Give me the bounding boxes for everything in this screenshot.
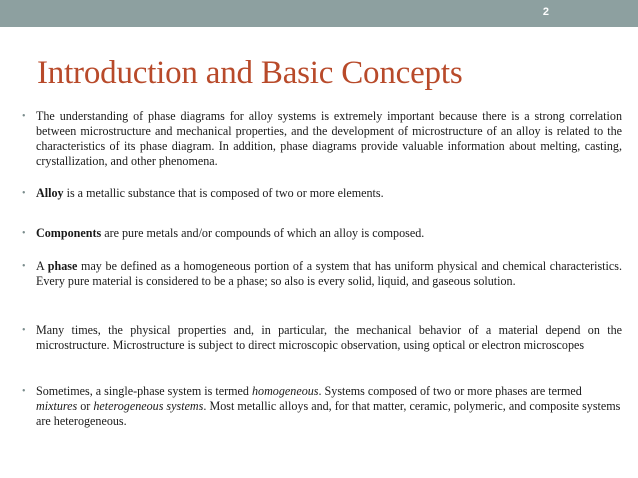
term-heterogeneous-systems: heterogeneous systems	[93, 399, 204, 413]
bullet-dot-icon: •	[22, 188, 26, 199]
bullet-text	[36, 226, 622, 241]
term-phase: phase	[47, 259, 78, 273]
slide-title: Introduction and Basic Concepts	[37, 55, 463, 91]
bullet-text	[36, 384, 622, 429]
term-homogeneous: homogeneous	[251, 384, 319, 398]
bullet-dot-icon: •	[22, 261, 26, 272]
bullet-item-intro	[22, 109, 622, 169]
term-components: Components	[36, 226, 102, 240]
bullet-text-part: . Most metallic alloys and, for that matter, ceramic, polymeric, and composite systems are heterogeneous.	[36, 399, 621, 428]
bullet-item-microstructure	[22, 323, 622, 353]
top-header-bar	[0, 0, 638, 27]
bullet-text	[36, 259, 622, 289]
bullet-item-homogeneous	[22, 384, 622, 429]
bullet-dot-icon: •	[22, 228, 26, 239]
bullet-text-rest: are pure metals and/or compounds of which an alloy is composed.	[101, 226, 425, 240]
term-mixtures: mixtures	[36, 399, 78, 413]
bullet-text-part: or	[77, 399, 94, 413]
bullet-text-rest: may be defined as a homogeneous portion of a system that has uniform physical and chemical characteristics. Every pure material is considered to be a phase; so also is every solid, liquid, and gaseous solution.	[36, 259, 622, 288]
bullet-text-part: Sometimes, a single-phase system is termed	[36, 384, 252, 398]
bullet-text-rest: is a metallic substance that is composed of two or more elements.	[63, 186, 384, 200]
slide-number: 2	[542, 6, 549, 18]
bullet-text: The understanding of phase diagrams for alloy systems is extremely important because there is a strong correlation between microstructure and mechanical properties, and the development of microstructure of an alloy is related to the characteristics of its phase diagram. In addition, phase diagrams provide valuable information about melting, casting, crystallization, and other phenomena.	[36, 109, 622, 168]
term-alloy: Alloy	[36, 186, 64, 200]
bullet-item-phase	[22, 259, 622, 289]
bullet-text: Many times, the physical properties and, in particular, the mechanical behavior of a material depend on the microstructure. Microstructure is subject to direct microscopic observation, using optical or electron microscopes	[36, 323, 622, 352]
bullet-dot-icon: •	[22, 325, 26, 336]
bullet-text-pre: A	[36, 259, 48, 273]
bullet-text	[36, 186, 622, 201]
bullet-item-alloy	[22, 186, 622, 201]
bullet-dot-icon: •	[22, 111, 26, 122]
bullet-text-part: . Systems composed of two or more phases are termed	[318, 384, 582, 398]
bullet-dot-icon: •	[22, 386, 26, 397]
bullet-item-components	[22, 226, 622, 241]
